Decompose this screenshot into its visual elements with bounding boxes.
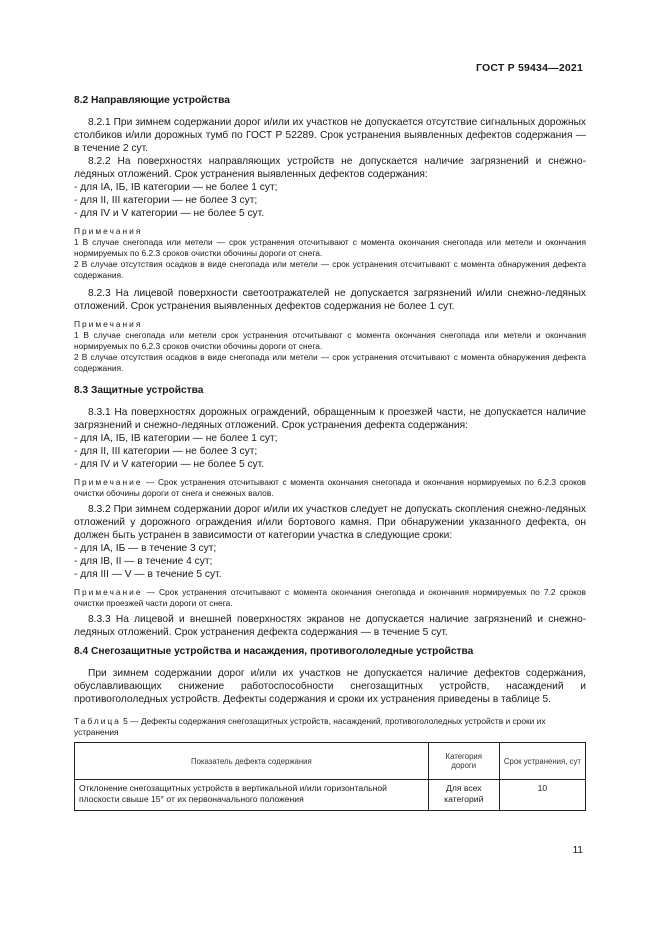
note-2: 2 В случае отсутствия осадков в виде снегопада или метели — срок устранения отсчитывают с момента обнаружения дефекта содержания.	[74, 259, 586, 280]
para-8-2-3: 8.2.3 На лицевой поверхности светоотражателей не допускается загрязнений и/или снежно-ледяных отложений. Срок устранения выявленных дефектов содержания не более 1 сут.	[74, 288, 586, 312]
table-caption-label: Таблица	[74, 716, 121, 726]
list-item: - для III — V — в течение 5 сут.	[74, 568, 586, 581]
note-label: Примечание	[74, 477, 143, 487]
para-8-2-2: 8.2.2 На поверхностях направляющих устройств не допускается наличие загрязнений и снежно-ледяных отложений. Срок устранения выявленных дефектов содержания:	[74, 156, 586, 180]
table-caption	[74, 716, 586, 738]
list-item: - для IV и V категории — не более 5 сут.	[74, 458, 586, 471]
section-8-3-title: 8.3 Защитные устройства	[74, 385, 204, 396]
para-8-3-1: 8.3.1 На поверхностях дорожных ограждений, обращенным к проезжей части, не допускается наличие загрязнений и снежно-ледяных отложений. Срок устранения дефекта содержания:	[74, 407, 586, 431]
list-item: - для IV и V категории — не более 5 сут.	[74, 207, 586, 220]
cell-category: Для всех категорий	[428, 780, 499, 811]
notes-title: Примечания	[74, 319, 143, 329]
list-item: - для IA, IБ, IB категории — не более 1 сут;	[74, 181, 586, 194]
cell-term: 10	[499, 780, 585, 811]
note-8-3-2	[74, 587, 586, 609]
header-category: Категория дороги	[428, 743, 499, 780]
header-defect: Показатель дефекта содержания	[75, 743, 429, 780]
standard-header: ГОСТ Р 59434—2021	[475, 62, 583, 74]
list-item: - для IB, II — в течение 4 сут;	[74, 555, 586, 568]
note-text: — Срок устранения отсчитывают с момента окончания снегопада и окончания нормируемых по 7.2 сроков очистки проезжей части дороги от снега.	[74, 587, 586, 608]
list-item: - для II, III категории — не более 3 сут;	[74, 445, 586, 458]
note-1: 1 В случае снегопада или метели срок устранения отсчитывают с момента окончания снегопада или метели и окончания нормируемых по 6.2.3 сроков очистки обочины дороги от снега.	[74, 330, 586, 351]
para-8-2-1: 8.2.1 При зимнем содержании дорог и/или их участков не допускается отсутствие сигнальных дорожных столбиков и/или дорожных тумб по ГОСТ Р 52289. Срок устранения выявленных дефектов содержания — в течение 2 сут.	[74, 117, 586, 154]
page-number: 11	[572, 845, 583, 856]
cell-defect: Отклонение снегозащитных устройств в вертикальной и/или горизонтальной плоскости свыше 15° от их первоначального положения	[75, 780, 429, 811]
section-8-2-title: 8.2 Направляющие устройства	[74, 95, 230, 106]
list-item: - для IA, IБ — в течение 3 сут;	[74, 542, 586, 555]
section-8-4-title: 8.4 Снегозащитные устройства и насаждения, противогололедные устройства	[74, 646, 474, 657]
note-label: Примечание	[74, 587, 143, 597]
table-header-row	[75, 743, 586, 780]
notes-title: Примечания	[74, 226, 143, 236]
para-8-3-3: 8.3.3 На лицевой и внешней поверхностях экранов не допускается наличие загрязнений и снежно-ледяных отложений. Срок устранения дефекта содержания — в течение 5 сут.	[74, 614, 586, 638]
para-8-4: При зимнем содержании дорог и/или их участков не допускается наличие дефектов содержания, обуславливающих снижение работоспособности снегозащитных устройств, насаждений и противогололедных устройств. Дефекты содержания и сроки их устранения приведены в таблице 5.	[74, 668, 586, 705]
page-content	[74, 94, 586, 811]
note-1: 1 В случае снегопада или метели — срок устранения отсчитывают с момента окончания снегопада или метели и окончания нормируемых по 6.2.3 сроков очистки обочины дороги от снега.	[74, 237, 586, 258]
list-item: - для IA, IБ, IB категории — не более 1 сут;	[74, 432, 586, 445]
note-8-3-1	[74, 477, 586, 499]
para-8-3-2: 8.3.2 При зимнем содержании дорог и/или их участков следует не допускать скопления снежно-ледяных отложений у дорожного ограждения и/или бортового камня. При обнаружении указанного дефекта, он должен быть устранен в зависимости от категории участка в следующие сроки:	[74, 504, 586, 541]
header-term: Срок устранения, сут	[499, 743, 585, 780]
note-text: — Срок устранения отсчитывают с момента окончания снегопада и окончания нормируемых по 6.2.3 сроков очистки обочины дороги от снега и снежных валов.	[74, 477, 586, 498]
note-2: 2 В случае отсутствия осадков в виде снегопада или метели — срок устранения отсчитывают с момента обнаружения дефекта содержания.	[74, 352, 586, 373]
list-item: - для II, III категории — не более 3 сут;	[74, 194, 586, 207]
table-5	[74, 742, 586, 811]
table-caption-text: 5 — Дефекты содержания снегозащитных устройств, насаждений, противогололедных устройств и сроки их устранения	[74, 716, 546, 737]
table-row	[75, 780, 586, 811]
